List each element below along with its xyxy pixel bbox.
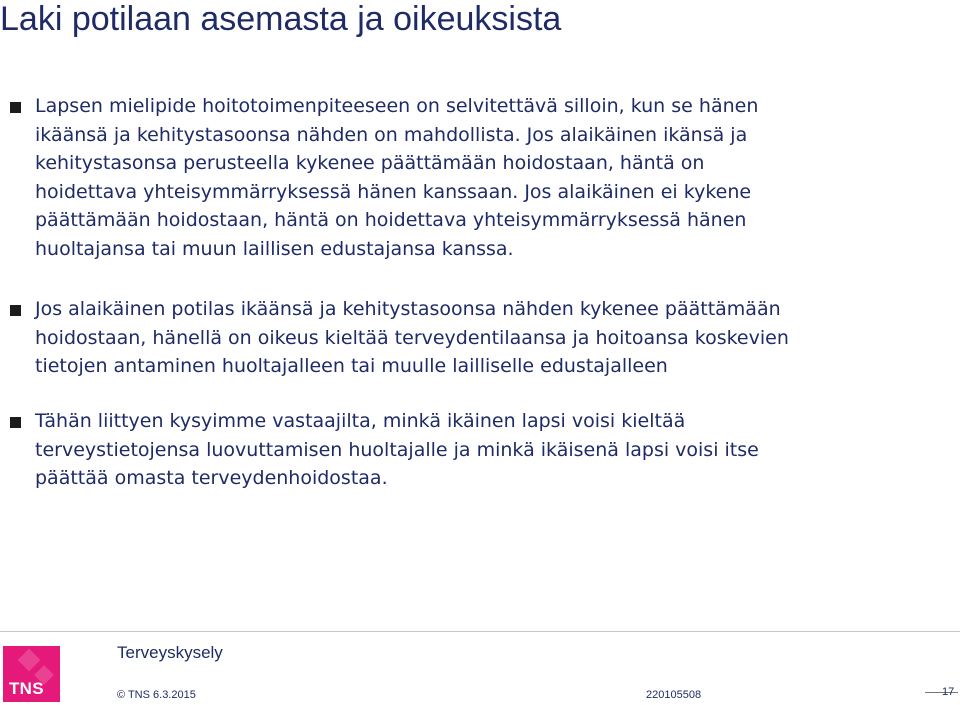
bullet-line: kehitystasonsa perusteella kykenee päättämään hoidostaan, häntä on (35, 152, 705, 174)
footer-project-code: 220105508 (646, 689, 702, 701)
bullet-line: Jos alaikäinen potilas ikäänsä ja kehitystasoonsa nähden kykenee päättämään (35, 298, 781, 320)
logo-text: TNS (9, 679, 44, 698)
bullet-line: Lapsen mielipide hoitotoimenpiteeseen on selvitettävä silloin, kun se hänen (35, 95, 759, 117)
footer-copyright: © TNS 6.3.2015 (117, 689, 196, 701)
bullet-line: päättää omasta terveydenhoidostaa. (35, 467, 388, 489)
footer-project-name: Terveyskysely (117, 643, 223, 662)
bullet-line: terveystietojensa luovuttamisen huoltajalle ja minkä ikäisenä lapsi voisi itse (35, 438, 759, 461)
bullet-line: hoidostaan, hänellä on oikeus kieltää terveydentilaansa ja hoitoansa koskevien (35, 326, 789, 349)
bullet-item (35, 407, 935, 493)
page-number: 17 (942, 686, 955, 698)
square-bullet-icon (10, 102, 21, 113)
square-bullet-icon (10, 305, 21, 316)
bullet-line: huoltajansa tai muun laillisen edustajansa kanssa. (35, 237, 514, 260)
square-bullet-icon (10, 417, 21, 428)
bullet-line: tietojen antaminen huoltajalleen tai muulle lailliselle edustajalleen (35, 355, 668, 377)
bullet-line: päättämään hoidostaan, häntä on hoidettava yhteisymmärryksessä hänen (35, 209, 747, 231)
footer-divider (0, 631, 960, 632)
tns-logo (3, 646, 60, 702)
bullet-item (35, 92, 935, 263)
bullet-line: Tähän liittyen kysyimme vastaajilta, minkä ikäinen lapsi voisi kieltää (35, 410, 686, 432)
slide-title: Laki potilaan asemasta ja oikeuksista (0, 0, 562, 38)
logo-facet (18, 649, 41, 672)
bullet-item (35, 295, 935, 381)
bullet-line: hoidettava yhteisymmärryksessä hänen kanssaan. Jos alaikäinen ei kykene (35, 180, 752, 203)
bullet-line: ikäänsä ja kehitystasoonsa nähden on mahdollista. Jos alaikäinen ikänsä ja (35, 123, 748, 146)
